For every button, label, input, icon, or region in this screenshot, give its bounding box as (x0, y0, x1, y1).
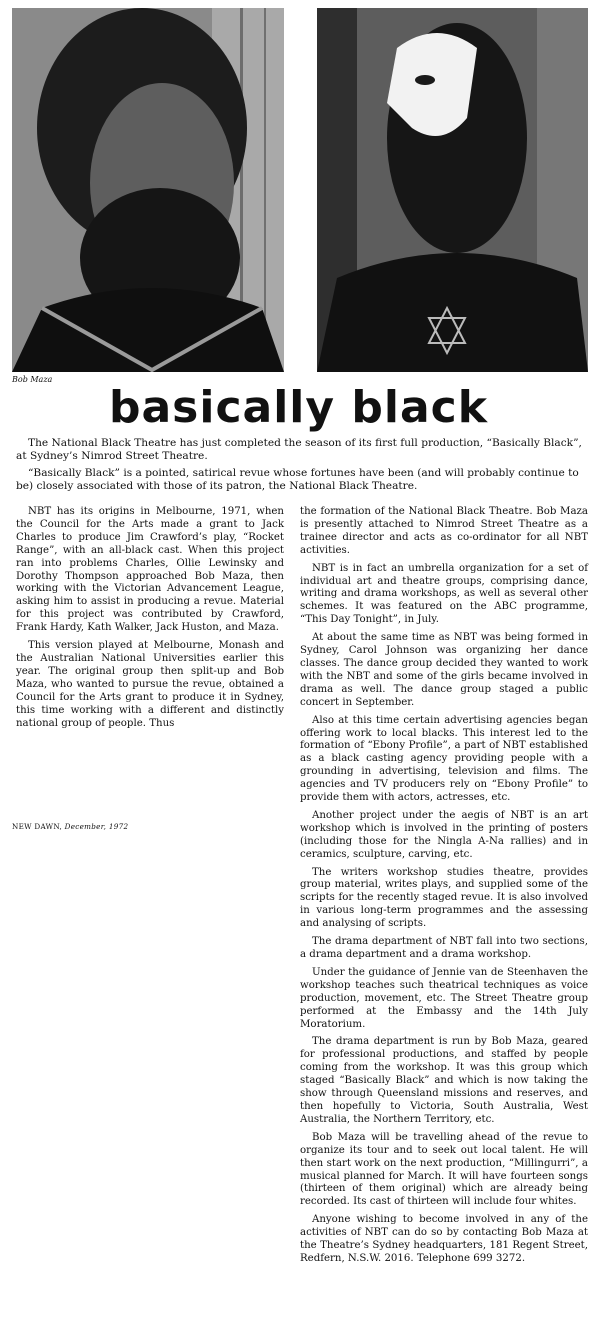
body-paragraph: NBT is in fact an umbrella organization for a set of individual art and theatre groups, comprising dance, writing and drama workshops, as well as several other schemes. It was featured on the ABC programme, “This Day Tonight”, in July. (300, 562, 588, 626)
body-paragraph: The drama department is run by Bob Maza, geared for professional productions, and staffed by people coming from the workshop. It was this group which staged “Basically Black” and which is now taking the show through Queensland missions and reserves, and then hopefully to Victoria, South Australia, West Australia, the Northern Territory, etc. (300, 1036, 588, 1125)
intro-paragraph-1 (16, 437, 584, 463)
masked-figure-photo (317, 8, 588, 372)
body-paragraph: Bob Maza will be travelling ahead of the revue to organize its tour and to seek out local talent. He will then start work on the next production, “Millingurri”, a musical planned for March. It will have fourteen songs (thirteen of them original) which are already being recorded. Its cast of thirteen will include four whites. (300, 1131, 588, 1208)
photo-caption: Bob Maza (12, 375, 53, 384)
body-paragraph: NBT has its origins in Melbourne, 1971, when the Council for the Arts made a grant to Jack Charles to produce Jim Crawford’s play, “Rocket Range”, with an all-black cast. When this project ran into problems Charles, Ollie Lewinsky and Dorothy Thompson approached Bob Maza, then working with the Victorian Advancement League, asking him to assist in producing a revue. Material for this project was contributed by Crawford, Frank Hardy, Kath Walker, Jack Huston, and Maza. (16, 506, 284, 634)
body-paragraph: Another project under the aegis of NBT is an art workshop which is involved in the printing of posters (including those for the Ningla A-Na rallies) and in ceramics, sculpture, carving, etc. (300, 809, 588, 860)
portrait-photo (12, 8, 284, 372)
body-paragraph: The drama department of NBT fall into two sections, a drama department and a drama workshop. (300, 936, 588, 960)
masked-figure-photo-drawing (317, 8, 588, 372)
publication-footer (12, 822, 128, 831)
body-paragraph: Anyone wishing to become involved in any of the activities of NBT can do so by contacting Bob Maza at the Theatre’s Sydney headquarters, 181 Regent Street, Redfern, N.S.W. 2016. Telephone 699 3272. (300, 1214, 588, 1264)
article-headline: basically black (108, 382, 488, 433)
body-paragraph: This version played at Melbourne, Monash and the Australian National Universities earlier this year. The original group then split-up and Bob Maza, who wanted to pursue the revue, obtained a Council for the Arts grant to produce it in Sydney, this time working with a different and distinctly national group of people. Thus (16, 640, 284, 729)
intro-paragraph-2 (16, 467, 584, 493)
body-paragraph: At about the same time as NBT was being formed in Sydney, Carol Johnson was organizing her dance classes. The dance group decided they wanted to work with the NBT and some of the girls became involved in drama as well. The dance group staged a public concert in September. (300, 632, 588, 708)
body-paragraph: Under the guidance of Jennie van de Steenhaven the workshop teaches such theatrical techniques as voice production, movement, etc. The Street Theatre group performed at the Embassy and the 14th July Moratorium. (300, 966, 588, 1030)
intro-text-2: “Basically Black” is a pointed, satirical revue whose fortunes have been (and will probably continue to be) closely associated with those of its patron, the National Black Theatre. (16, 467, 579, 492)
intro-text-1: The National Black Theatre has just completed the season of its first full production, “Basically Black”, at Sydney’s Nimrod Street Theatre. (16, 437, 582, 462)
left-column (16, 506, 284, 735)
publication-name: NEW DAWN, (12, 822, 63, 831)
portrait-photo-drawing (12, 8, 284, 372)
right-column (300, 506, 588, 1271)
body-paragraph: Also at this time certain advertising agencies began offering work to local blacks. This interest led to the formation of “Ebony Profile”, a part of NBT established as a black casting agency providing people with a grounding in advertising, television and films. The agencies and TV producers rely on “Ebony Profile” to provide them with actors, actresses, etc. (300, 714, 588, 804)
body-paragraph: the formation of the National Black Theatre. Bob Maza is presently attached to Nimrod Street Theatre as a trainee director and acts as co-ordinator for all NBT activities. (300, 506, 588, 556)
body-paragraph: The writers workshop studies theatre, provides group material, writes plays, and supplied some of the scripts for the recently staged revue. It is also involved in various long-term programmes and the assessing and analysing of scripts. (300, 866, 588, 930)
publication-date: December, 1972 (64, 822, 129, 831)
